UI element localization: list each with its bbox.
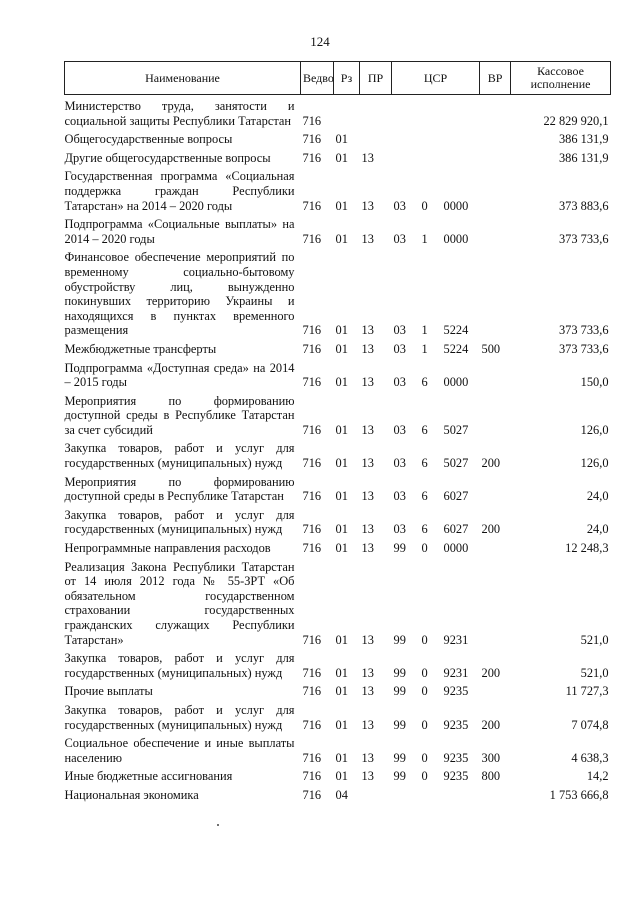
row-csr-3: 9235 [443,769,469,784]
row-rz: 01 [335,132,348,147]
row-pr: 13 [361,231,374,246]
row-vr [480,95,511,129]
scan-speck [217,824,219,826]
row-csr-1: 99 [393,684,406,699]
row-csr-2 [420,95,442,129]
row-csr-2: 1 [421,231,428,246]
row-csr-2: 6 [421,375,428,390]
row-amount: 24,0 [586,522,609,537]
row-pr [360,128,392,147]
row-csr-3: 5224 [443,341,469,356]
row-rz: 01 [335,150,348,165]
row-ved: 716 [302,717,322,732]
row-pr: 13 [361,717,374,732]
row-vr [480,246,511,338]
row-vr: 200 [481,522,501,537]
row-ved: 716 [302,375,322,390]
table-row [65,147,611,166]
table-row [65,784,611,803]
row-csr-1: 03 [393,489,406,504]
row-csr-2: 6 [421,422,428,437]
row-name: Прочие выплаты [64,684,153,699]
row-rz: 01 [335,541,348,556]
budget-table [64,61,611,803]
row-csr-1: 99 [393,632,406,647]
row-amount: 24,0 [586,489,609,504]
header-amount: Кассовое исполнение [511,62,611,95]
row-csr-2: 1 [421,341,428,356]
row-name: Закупка товаров, работ и услуг для государственных (муниципальных) нужд [64,651,295,680]
row-rz: 01 [335,632,348,647]
row-amount: 14,2 [586,769,609,784]
row-csr-1: 03 [393,198,406,213]
row-name: Закупка товаров, работ и услуг для государственных (муниципальных) нужд [64,441,295,471]
row-csr-3: 9235 [443,684,469,699]
row-ved: 716 [302,132,322,147]
row-csr-2 [420,128,442,147]
row-rz: 01 [335,665,348,680]
row-pr: 13 [361,150,374,165]
row-csr-1: 03 [393,522,406,537]
table-row [65,732,611,765]
row-amount: 373 733,6 [558,341,609,356]
row-ved: 716 [302,769,322,784]
row-amount: 4 638,3 [571,750,609,765]
row-csr-3: 9235 [443,750,469,765]
row-ved: 716 [302,541,322,556]
row-pr: 13 [361,456,374,471]
row-vr [480,147,511,166]
row-vr: 200 [481,665,501,680]
row-csr-2: 0 [421,632,428,647]
row-csr-1: 03 [393,375,406,390]
row-csr-1 [392,128,420,147]
row-csr-3 [442,147,480,166]
row-csr-3: 0000 [443,198,469,213]
row-ved: 716 [302,750,322,765]
row-csr-3 [442,784,480,803]
row-amount: 11 727,3 [565,684,609,699]
row-amount: 126,0 [580,456,609,471]
row-rz: 01 [335,375,348,390]
row-csr-3: 0000 [443,375,469,390]
row-name: Иные бюджетные ассигнования [64,769,233,784]
row-csr-2: 0 [421,684,428,699]
row-name: Общегосударственные вопросы [64,132,233,147]
row-name: Финансовое обеспечение мероприятий по временному социально-бытовому обустройству лиц, вынужденно покинувших территорию Украины и находящихся в пунктах временного размещения [64,250,295,338]
table-body [65,95,611,803]
table-row [65,246,611,338]
row-csr-2: 0 [421,717,428,732]
row-csr-1 [392,784,420,803]
row-vr: 800 [481,769,501,784]
table-row [65,437,611,470]
row-csr-2 [420,784,442,803]
table-row [65,165,611,213]
table-row [65,338,611,357]
row-vr [480,128,511,147]
row-csr-1: 03 [393,341,406,356]
row-csr-1: 99 [393,750,406,765]
row-vr [480,390,511,438]
table-row [65,765,611,784]
row-csr-2: 0 [421,750,428,765]
row-csr-3 [442,128,480,147]
row-csr-3: 9231 [443,632,469,647]
row-ved: 716 [302,198,322,213]
row-pr [360,95,392,129]
row-csr-1: 99 [393,665,406,680]
row-csr-3: 6027 [443,522,469,537]
row-csr-1: 99 [393,541,406,556]
row-vr [480,784,511,803]
row-rz: 01 [335,231,348,246]
row-pr: 13 [361,684,374,699]
row-csr-2: 6 [421,456,428,471]
row-csr-3: 9235 [443,717,469,732]
row-amount: 12 248,3 [565,541,609,556]
row-rz: 01 [335,341,348,356]
row-pr: 13 [361,375,374,390]
row-vr: 500 [481,341,501,356]
row-vr [480,537,511,556]
row-pr: 13 [361,323,374,338]
row-rz: 01 [335,323,348,338]
table-row [65,213,611,246]
row-ved: 716 [302,787,322,802]
row-name: Национальная экономика [64,787,199,802]
row-name: Подпрограмма «Доступная среда» на 2014 – 2015 годы [64,360,295,390]
table-row [65,390,611,438]
row-csr-1 [392,147,420,166]
row-amount: 386 131,9 [558,150,609,165]
table-row [65,537,611,556]
table-row [65,471,611,504]
row-name: Межбюджетные трансферты [64,341,217,356]
row-csr-2: 1 [421,323,428,338]
row-rz: 01 [335,456,348,471]
row-ved: 716 [302,456,322,471]
header-csr: ЦСР [392,62,480,95]
row-csr-1 [392,95,420,129]
row-pr: 13 [361,769,374,784]
row-name: Непрограммные направления расходов [64,541,271,556]
row-ved: 716 [302,113,322,128]
row-ved: 716 [302,150,322,165]
row-pr: 13 [361,341,374,356]
row-ved: 716 [302,231,322,246]
row-vr [480,680,511,699]
row-ved: 716 [302,665,322,680]
row-name: Министерство труда, занятости и социальной защиты Республики Татарстан [64,99,295,128]
row-amount: 373 733,6 [558,323,609,338]
row-amount: 373 883,6 [558,198,609,213]
row-csr-3: 0000 [443,541,469,556]
header-ved: Ведво [301,62,334,95]
row-amount: 150,0 [580,375,609,390]
row-name: Мероприятия по формированию доступной среды в Республике Татарстан [64,474,295,504]
row-name: Государственная программа «Социальная поддержка граждан Республики Татарстан» на 2014 – 2020 годы [64,169,295,213]
row-ved: 716 [302,341,322,356]
row-pr: 13 [361,541,374,556]
row-amount: 386 131,9 [558,132,609,147]
row-ved: 716 [302,422,322,437]
row-amount: 521,0 [580,665,609,680]
table-header [65,62,611,95]
table-row [65,504,611,537]
row-pr [360,784,392,803]
row-vr [480,357,511,390]
row-rz: 04 [335,787,348,802]
row-ved: 716 [302,632,322,647]
table-row [65,357,611,390]
row-csr-2: 0 [421,769,428,784]
row-pr: 13 [361,422,374,437]
row-name: Закупка товаров, работ и услуг для государственных (муниципальных) нужд [64,702,295,732]
table-row [65,95,611,129]
row-rz: 01 [335,717,348,732]
row-vr: 200 [481,717,501,732]
row-name: Мероприятия по формированию доступной среды в Республике Татарстан за счет субсидий [64,393,295,437]
header-vr: ВР [480,62,511,95]
row-amount: 22 829 920,1 [543,113,609,128]
row-csr-1: 03 [393,456,406,471]
row-vr [480,471,511,504]
row-amount: 126,0 [580,422,609,437]
row-rz [334,95,360,129]
row-csr-3: 5224 [443,323,469,338]
row-csr-1: 03 [393,422,406,437]
row-rz: 01 [335,422,348,437]
row-pr: 13 [361,198,374,213]
row-csr-3: 9231 [443,665,469,680]
row-csr-3: 0000 [443,231,469,246]
row-csr-2: 0 [421,541,428,556]
row-name: Другие общегосударственные вопросы [64,150,271,165]
row-csr-3 [442,95,480,129]
row-csr-1: 03 [393,323,406,338]
row-vr [480,165,511,213]
row-ved: 716 [302,684,322,699]
row-rz: 01 [335,522,348,537]
row-csr-3: 5027 [443,422,469,437]
row-csr-2: 6 [421,522,428,537]
row-pr: 13 [361,750,374,765]
row-csr-2: 0 [421,665,428,680]
row-name: Реализация Закона Республики Татарстан от 14 июля 2012 года № 55-ЗРТ «Об обязательном государственном страховании государственных гражданских служащих Республики Татарстан» [64,559,295,647]
table-row [65,128,611,147]
row-amount: 521,0 [580,632,609,647]
row-vr [480,213,511,246]
row-amount: 7 074,8 [571,717,609,732]
row-ved: 716 [302,489,322,504]
row-rz: 01 [335,198,348,213]
row-pr: 13 [361,522,374,537]
row-pr: 13 [361,665,374,680]
row-vr: 200 [481,456,501,471]
row-ved: 716 [302,323,322,338]
row-pr: 13 [361,489,374,504]
row-csr-2: 0 [421,198,428,213]
table-row [65,680,611,699]
row-csr-3: 6027 [443,489,469,504]
row-csr-2: 6 [421,489,428,504]
header-pr: ПР [360,62,392,95]
row-name: Подпрограмма «Социальные выплаты» на 2014 – 2020 годы [64,217,295,246]
row-rz: 01 [335,769,348,784]
row-name: Закупка товаров, работ и услуг для государственных (муниципальных) нужд [64,507,295,537]
row-amount: 373 733,6 [558,231,609,246]
page-number: 124 [310,34,330,49]
row-vr [480,556,511,648]
table-row [65,699,611,732]
row-csr-1: 03 [393,231,406,246]
table-row [65,556,611,648]
row-pr: 13 [361,632,374,647]
row-rz: 01 [335,684,348,699]
row-rz: 01 [335,750,348,765]
row-vr: 300 [481,750,501,765]
row-ved: 716 [302,522,322,537]
row-rz: 01 [335,489,348,504]
row-csr-3: 5027 [443,456,469,471]
row-name: Социальное обеспечение и иные выплаты населению [64,736,295,765]
row-csr-2 [420,147,442,166]
row-csr-1: 99 [393,769,406,784]
header-name: Наименование [65,62,301,95]
row-csr-1: 99 [393,717,406,732]
table-row [65,647,611,680]
row-amount: 1 753 666,8 [549,787,609,802]
header-rz: Рз [334,62,360,95]
